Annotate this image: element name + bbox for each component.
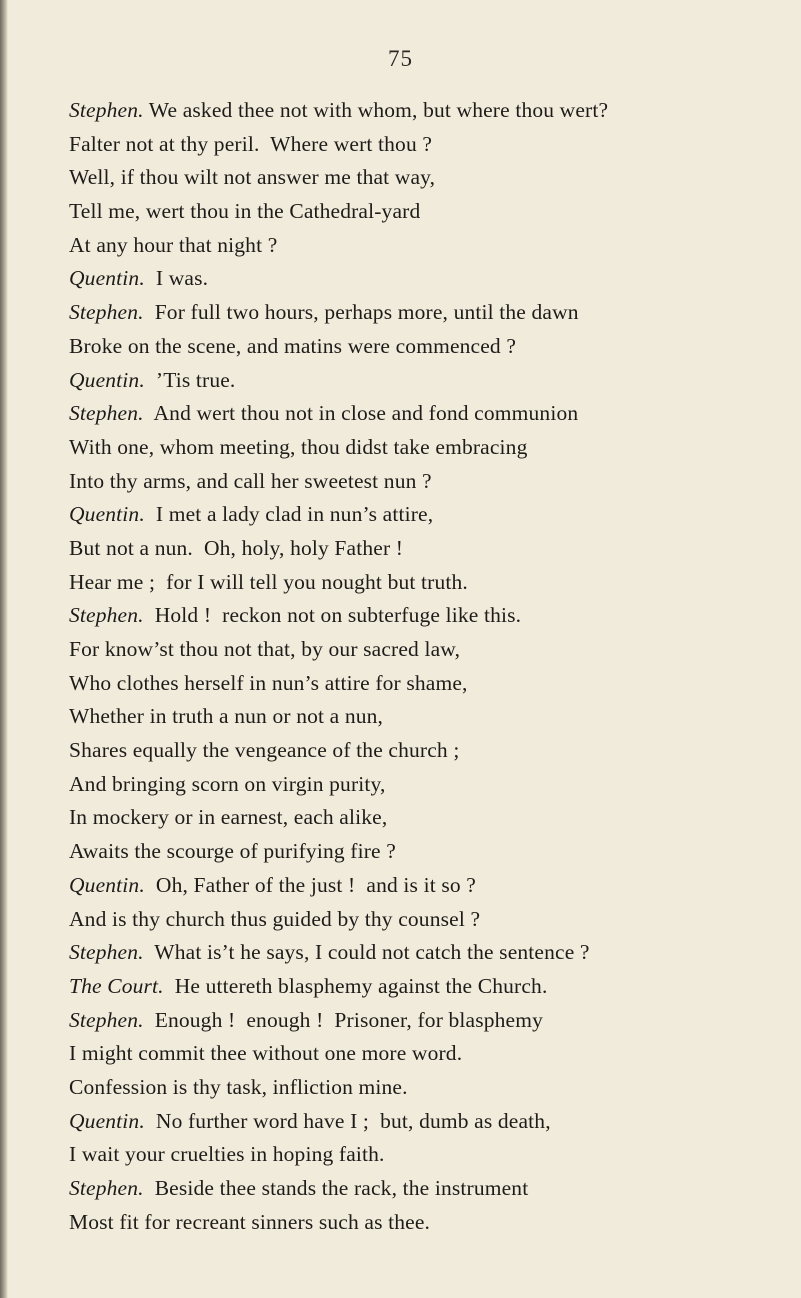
speaker-name: Quentin. <box>69 502 145 527</box>
text-line <box>0 1138 801 1172</box>
text-line <box>0 1071 801 1105</box>
text-line <box>0 970 801 1004</box>
text-line <box>0 431 801 465</box>
verse-text: Oh, Father of the just ! and is it so ? <box>144 872 476 897</box>
text-line <box>0 801 801 835</box>
verse-text: For full two hours, perhaps more, until the dawn <box>143 300 579 325</box>
text-line <box>0 700 801 734</box>
verse-text: We asked thee not with whom, but where thou wert? <box>143 98 609 122</box>
verse-text: Falter not at thy peril. Where wert thou ? <box>69 131 433 156</box>
verse-text: Beside thee stands the rack, the instrument <box>143 1176 529 1200</box>
verse-text: Broke on the scene, and matins were commenced ? <box>69 333 517 358</box>
text-line <box>0 1037 801 1071</box>
text-line <box>0 869 801 903</box>
speaker-name: Quentin. <box>69 1108 145 1133</box>
text-line <box>0 599 801 633</box>
verse-text: Hold ! reckon not on subterfuge like this. <box>143 603 522 628</box>
text-line <box>0 195 801 229</box>
verse-text: No further word have I ; but, dumb as death, <box>144 1108 551 1133</box>
speaker-name: Stephen. <box>69 98 144 122</box>
verse-text: I met a lady clad in nun’s attire, <box>144 502 434 527</box>
speaker-name: Stephen. <box>69 300 144 325</box>
text-line <box>0 229 801 263</box>
verse-text: Enough ! enough ! Prisoner, for blasphemy <box>143 1007 544 1032</box>
verse-text: Most fit for recreant sinners such as thee. <box>69 1209 431 1234</box>
verse-text: ’Tis true. <box>144 367 236 392</box>
text-line <box>0 1004 801 1038</box>
text-line <box>0 94 801 128</box>
verse-text: Whether in truth a nun or not a nun, <box>69 704 384 729</box>
text-line <box>0 1172 801 1206</box>
verse-text: Into thy arms, and call her sweetest nun ? <box>69 468 432 493</box>
verse-text: But not a nun. Oh, holy, holy Father ! <box>69 535 404 560</box>
text-line <box>0 667 801 701</box>
verse-text: In mockery or in earnest, each alike, <box>69 805 388 830</box>
verse-text: What is’t he says, I could not catch the sentence ? <box>143 940 590 965</box>
text-line <box>0 498 801 532</box>
verse-text: Tell me, wert thou in the Cathedral-yard <box>69 199 421 224</box>
speaker-name: Quentin. <box>69 266 145 291</box>
verse-text: For know’st thou not that, by our sacred law, <box>69 637 461 661</box>
text-line <box>0 1105 801 1139</box>
verse-text: Hear me ; for I will tell you nought but truth. <box>69 569 468 594</box>
text-line <box>0 734 801 768</box>
verse-text: Shares equally the vengeance of the church ; <box>69 738 460 763</box>
page-number: 75 <box>388 46 413 71</box>
text-line <box>0 330 801 364</box>
speaker-name: Stephen. <box>69 1007 144 1032</box>
speaker-name: Stephen. <box>69 1176 144 1200</box>
text-line <box>0 835 801 869</box>
verse-text: With one, whom meeting, thou didst take embracing <box>69 434 528 459</box>
speaker-name: Quentin. <box>69 367 145 392</box>
text-line <box>0 296 801 330</box>
verse-text: I wait your cruelties in hoping faith. <box>69 1142 385 1167</box>
verse-text: Who clothes herself in nun’s attire for shame, <box>69 670 468 695</box>
verse-text: I was. <box>144 266 209 291</box>
text-line <box>0 161 801 195</box>
speaker-name: Stephen. <box>69 940 144 965</box>
play-text <box>0 94 801 1239</box>
verse-text: And is thy church thus guided by thy counsel ? <box>69 906 481 931</box>
speaker-name: The Court. <box>69 973 164 998</box>
text-line <box>0 566 801 600</box>
verse-text: And bringing scorn on virgin purity, <box>69 771 386 796</box>
verse-text: Awaits the scourge of purifying fire ? <box>69 839 396 864</box>
verse-text: I might commit thee without one more word. <box>69 1041 463 1066</box>
text-line <box>0 128 801 162</box>
text-line <box>0 465 801 499</box>
text-line <box>0 532 801 566</box>
text-line <box>0 364 801 398</box>
verse-text: At any hour that night ? <box>69 232 278 257</box>
text-line <box>0 1206 801 1240</box>
speaker-name: Stephen. <box>69 603 144 628</box>
text-line <box>0 633 801 667</box>
verse-text: And wert thou not in close and fond communion <box>143 401 579 426</box>
text-line <box>0 262 801 296</box>
speaker-name: Stephen. <box>69 401 144 426</box>
speaker-name: Quentin. <box>69 872 145 897</box>
verse-text: He uttereth blasphemy against the Church. <box>163 973 548 998</box>
text-line <box>0 936 801 970</box>
text-line <box>0 903 801 937</box>
text-line <box>0 397 801 431</box>
text-line <box>0 768 801 802</box>
verse-text: Confession is thy task, infliction mine. <box>69 1074 408 1099</box>
verse-text: Well, if thou wilt not answer me that way, <box>69 165 436 190</box>
